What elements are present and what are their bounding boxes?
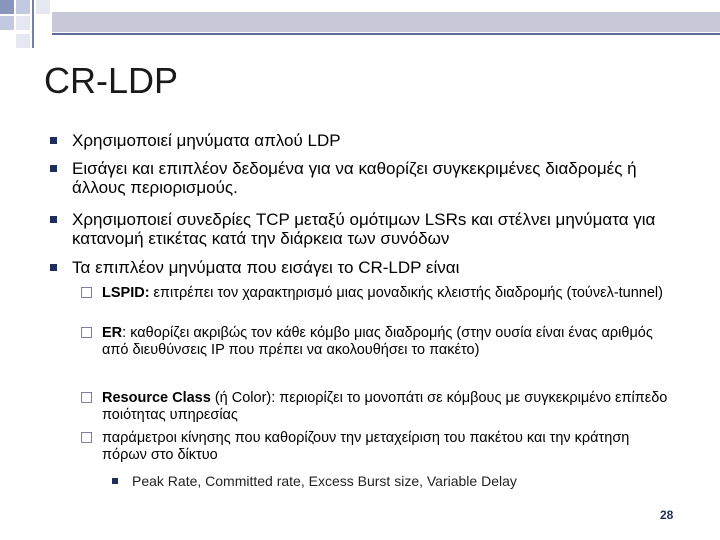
sub-bullet-desc: επιτρέπει τον χαρακτηρισμό μιας μοναδικής κλειστής διαδρομής (τούνελ-tunnel) [149,285,663,301]
slide-title: CR-LDP [44,60,179,101]
decor-square [16,34,30,48]
hollow-square-bullet-icon: □ [80,429,94,445]
decor-square [0,16,14,30]
sub-bullet-text [102,285,677,302]
bullet-text: Χρησιμοποιεί συνεδρίες TCP μεταξύ ομότιμων LSRs και στέλνει μηνύματα για κατανομή ετικέτας κατά την διάρκεια των συνόδων [72,210,656,248]
decor-square [16,16,30,30]
decor-square [36,0,50,14]
header-decoration [0,0,720,48]
sub-bullet-text [102,325,677,358]
sub-bullet-term: Resource Class [102,390,211,406]
sub-sub-bullet-text: Peak Rate, Committed rate, Excess Burst size, Variable Delay [132,473,517,489]
bullet-text: Εισάγει και επιπλέον δεδομένα για να καθορίζει συγκεκριμένες διαδρομές ή άλλους περιορισμούς. [72,159,637,197]
bullet-text: Τα επιπλέον μηνύματα που εισάγει το CR-LDP είναι [72,258,460,277]
sub-bullet-desc: (ή Color): περιορίζει το μονοπάτι σε κόμβους με συγκεκριμένο επίπεδο ποιότητας υπηρεσίας [102,390,668,423]
sub-bullet-text [102,430,677,463]
sub-bullet-text [102,390,677,423]
hollow-square-bullet-icon: □ [80,324,94,340]
bullet-square-icon [112,478,118,484]
bullet-square-icon [50,137,57,144]
sub-bullet-term: ER [102,325,123,341]
bullet-square-icon [50,264,57,271]
decor-square [0,0,14,14]
decor-vertical-line [32,0,34,48]
decor-header-bar [52,12,720,32]
bullet-square-icon [50,216,57,223]
decor-header-line [52,33,720,35]
page-number: 28 [660,508,674,522]
sub-bullet-desc: παράμετροι κίνησης που καθορίζουν την μεταχείριση του πακέτου και την κράτηση πόρων στο δίκτυο [102,430,630,463]
sub-bullet-term: LSPID: [102,285,150,301]
bullet-text: Χρησιμοποιεί μηνύματα απλού LDP [72,131,341,150]
hollow-square-bullet-icon: □ [80,389,94,405]
decor-square [16,0,30,14]
hollow-square-bullet-icon: □ [80,284,94,300]
sub-bullet-desc: : καθορίζει ακριβώς τον κάθε κόμβο μιας διαδρομής (στην ουσία είναι ένας αριθμός από διευθύνσεις IP που πρέπει να ακολουθήσει το πακέτο) [102,325,653,358]
bullet-square-icon [50,165,57,172]
